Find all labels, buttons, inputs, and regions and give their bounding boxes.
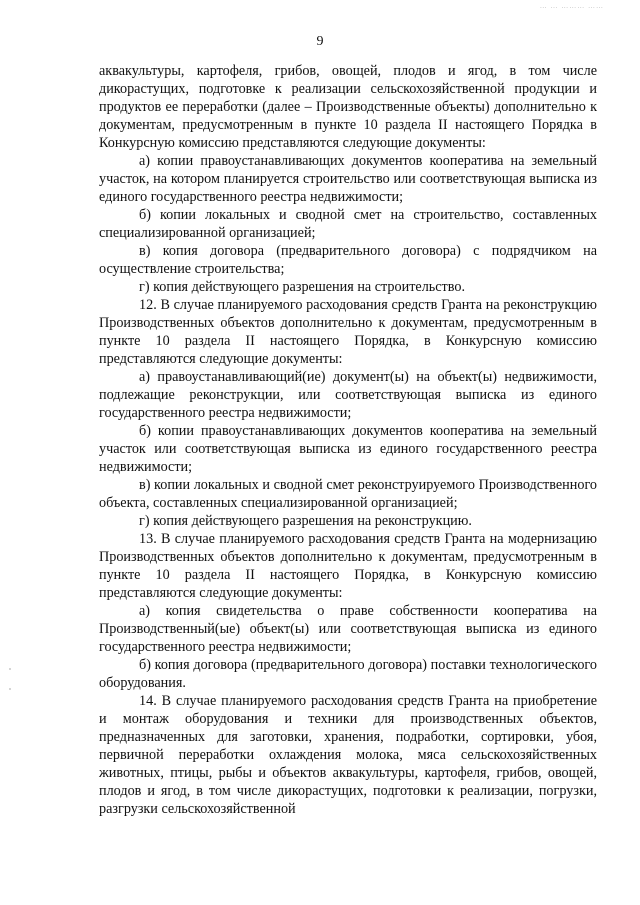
- document-body: [99, 62, 597, 818]
- paragraph: б) копия договора (предварительного договора) поставки технологического оборудования.: [99, 657, 597, 691]
- paragraph: б) копии локальных и сводной смет на строительство, составленных специализированной организацией;: [99, 207, 597, 241]
- paragraph: 14. В случае планируемого расходования средств Гранта на приобретение и монтаж оборудования и техники для производственных объектов, предназначенных для заготовки, хранения, подработки, сортировки, убоя, первичной переработки охлаждения молока, мяса сельскохозяйственных животных, птицы, рыбы и объектов аквакультуры, картофеля, грибов, овощей, плодов и ягод, в том числе дикорастущих, подготовки к реализации, погрузки, разгрузки сельскохозяйственной: [99, 693, 597, 817]
- paragraph: в) копия договора (предварительного договора) с подрядчиком на осуществление строительства;: [99, 243, 597, 277]
- paragraph: а) копия свидетельства о праве собственности кооператива на Производственный(ые) объект(ы) или соответствующая выписка из единого государственного реестра недвижимости;: [99, 603, 597, 655]
- paragraph: б) копии правоустанавливающих документов кооператива на земельный участок или соответствующая выписка из единого государственного реестра недвижимости;: [99, 423, 597, 475]
- scan-artifact-dot: [9, 688, 11, 690]
- paragraph: а) правоустанавливающий(ие) документ(ы) на объект(ы) недвижимости, подлежащие реконструкции, или соответствующая выписка из единого государственного реестра недвижимости;: [99, 369, 597, 421]
- paragraph: 13. В случае планируемого расходования средств Гранта на модернизацию Производственных объектов дополнительно к документам, предусмотренным в пункте 10 раздела II настоящего Порядка, в Конкурсную комиссию представляются следующие документы:: [99, 531, 597, 601]
- paragraph: 12. В случае планируемого расходования средств Гранта на реконструкцию Производственных объектов дополнительно к документам, предусмотренным в пункте 10 раздела II настоящего Порядка, в Конкурсную комиссию представляются следующие документы:: [99, 297, 597, 367]
- paragraph: в) копии локальных и сводной смет реконструируемого Производственного объекта, составленных специализированной организацией;: [99, 477, 597, 511]
- page-number: 9: [316, 34, 324, 49]
- paragraph: а) копии правоустанавливающих документов кооператива на земельный участок, на котором планируется строительство или соответствующая выписка из единого государственного реестра недвижимости;: [99, 153, 597, 205]
- paragraph: г) копия действующего разрешения на строительство.: [139, 279, 465, 295]
- paragraph: аквакультуры, картофеля, грибов, овощей, плодов и ягод, в том числе дикорастущих, подготовке к реализации сельскохозяйственной продукции и продуктов ее переработки (далее – Производственные объекты) дополнительно к документам, предусмотренным в пункте 10 раздела II настоящего Порядка в Конкурсную комиссию представляются следующие документы:: [99, 63, 597, 151]
- scan-artifact-dot: [9, 668, 11, 670]
- scan-artifact-mark: … … ……… ……: [539, 2, 604, 10]
- paragraph: г) копия действующего разрешения на реконструкцию.: [139, 513, 472, 529]
